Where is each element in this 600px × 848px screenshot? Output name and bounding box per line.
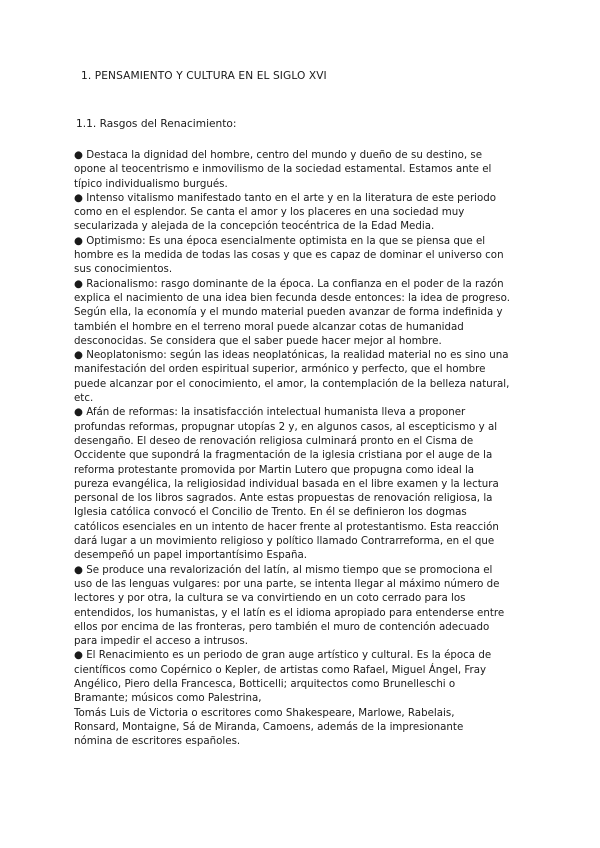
text-line: Tomás Luis de Victoria o escritores como Shakespeare, Marlowe, Rabelais,: [74, 706, 455, 719]
text-line: ● Neoplatonismo: según las ideas neoplatónicas, la realidad material no es sino una: [74, 349, 509, 362]
text-line: reforma protestante promovida por Martin Lutero que propugna como ideal la: [74, 463, 475, 476]
text-line: nómina de escritores españoles.: [74, 735, 241, 748]
text-line: Bramante; músicos como Palestrina,: [74, 692, 262, 705]
text-line: típico individualismo burgués.: [74, 177, 228, 190]
text-line: católicos esenciales en un intento de hacer frente al protestantismo. Esta reacción: [74, 520, 499, 533]
text-line: ● El Renacimiento es un periodo de gran auge artístico y cultural. Es la época de: [74, 649, 492, 662]
text-line: Iglesia católica convocó el Concilio de Trento. En él se definieron los dogmas: [74, 506, 467, 519]
text-line: ● Destaca la dignidad del hombre, centro del mundo y dueño de su destino, se: [74, 149, 483, 161]
text-line: ● Racionalismo: rasgo dominante de la época. La confianza en el poder de la razón: [74, 277, 504, 290]
text-line: desconocidas. Se considera que el saber puede hacer mejor al hombre.: [74, 334, 442, 347]
text-line: también el hombre en el terreno moral puede alcanzar cotas de humanidad: [74, 320, 464, 333]
text-line: etc.: [74, 392, 94, 405]
text-line: dará lugar a un movimiento religioso y político llamado Contrarreforma, en el que: [74, 535, 495, 548]
text-line: hombre es la medida de todas las cosas y que es capaz de dominar el universo con: [74, 249, 504, 262]
text-line: científicos como Copérnico o Kepler, de artistas como Rafael, Miguel Ángel, Fray: [74, 663, 487, 676]
text-line: ● Intenso vitalismo manifestado tanto en el arte y en la literatura de este periodo: [74, 191, 497, 204]
text-line: Ronsard, Montaigne, Sá de Miranda, Camoens, además de la impresionante: [74, 720, 464, 733]
text-line: opone al teocentrismo e inmovilismo de la sociedad estamental. Estamos ante el: [74, 163, 492, 176]
text-line: personal de los libros sagrados. Ante estas propuestas de renovación religiosa, la: [74, 492, 493, 505]
text-line: Angélico, Piero della Francesca, Botticelli; arquitectos como Brunelleschi o: [74, 677, 456, 690]
text-line: profundas reformas, propugnar utopías 2 y, en algunos casos, al escepticismo y al: [74, 420, 498, 433]
text-line: pureza evangélica, la religiosidad individual basada en el libre examen y la lectura: [74, 477, 499, 490]
text-line: ● Se produce una revalorización del latín, al mismo tiempo que se promociona el: [74, 563, 493, 576]
text-line: lectores y por otra, la cultura se va convirtiendo en un coto cerrado para los: [74, 592, 466, 605]
section-heading: 1. PENSAMIENTO Y CULTURA EN EL SIGLO XVI: [81, 70, 327, 82]
text-line: ellos por encima de las fronteras, pero también el muro de contención adecuado: [74, 620, 490, 633]
text-line: para impedir el acceso a intrusos.: [74, 635, 248, 648]
text-line: explica el nacimiento de una idea bien fecunda desde entonces: la idea de progreso.: [74, 291, 510, 304]
text-line: como en el esplendor. Se canta el amor y los placeres en una sociedad muy: [74, 206, 465, 219]
text-line: manifestación del orden espiritual superior, armónico y perfecto, que el hombre: [74, 363, 486, 376]
text-line: Según ella, la economía y el mundo material pueden avanzar de forma indefinida y: [74, 306, 503, 319]
text-line: puede alcanzar por el conocimiento, el amor, la contemplación de la belleza natural,: [74, 377, 510, 390]
text-line: entendidos, los humanistas, y el latín es el idioma apropiado para entenderse entre: [74, 606, 505, 619]
text-line: Occidente que supondrá la fragmentación de la iglesia cristiana por el auge de la: [74, 449, 493, 462]
text-line: desempeñó un papel importantísimo España.: [74, 549, 308, 562]
text-line: sus conocimientos.: [74, 263, 173, 276]
text-line: secularizada y alejada de la concepción teocéntrica de la Edad Media.: [74, 220, 435, 233]
text-line: ● Optimismo: Es una época esencialmente optimista en la que se piensa que el: [74, 234, 486, 247]
document-body: [74, 148, 534, 748]
text-line: desengaño. El deseo de renovación religiosa culminará pronto en el Cisma de: [74, 434, 474, 447]
subsection-heading: 1.1. Rasgos del Renacimiento:: [76, 118, 237, 130]
text-line: ● Afán de reformas: la insatisfacción intelectual humanista lleva a proponer: [74, 406, 466, 419]
text-line: uso de las lenguas vulgares: por una parte, se intenta llegar al máximo número de: [74, 577, 500, 590]
